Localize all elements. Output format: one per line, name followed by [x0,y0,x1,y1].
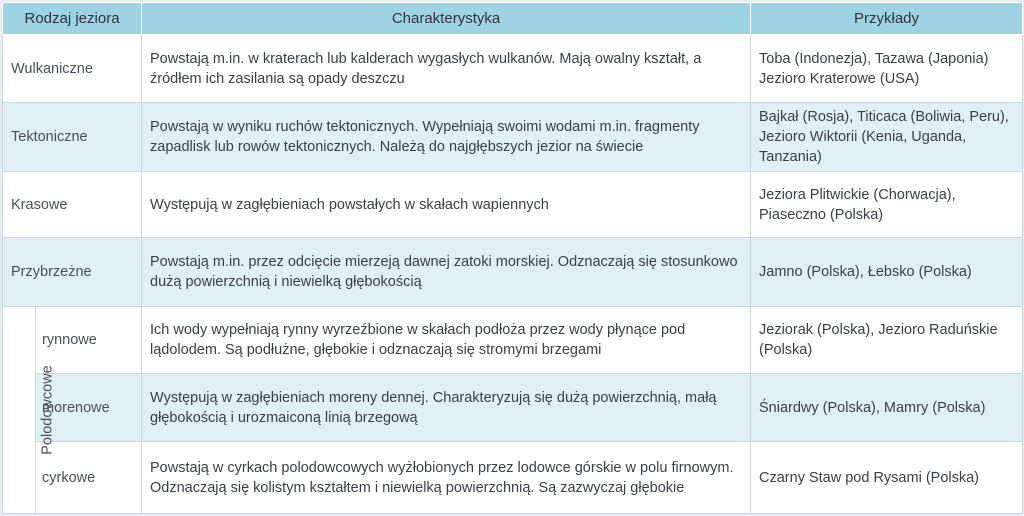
lake-type-cell: Krasowe [3,172,142,238]
characteristics-cell: Występują w zagłębieniach powstałych w skałach wapiennych [142,172,751,238]
table-row-glacial-cirque [3,442,1023,514]
examples-cell: Toba (Indonezja), Tazawa (Japonia) Jezioro Kraterowe (USA) [751,35,1023,103]
examples-cell: Jeziora Plitwickie (Chorwacja), Piaseczno (Polska) [751,172,1023,238]
characteristics-cell: Występują w zagłębieniach moreny dennej. Charakteryzują się dużą powierzchnią, małą głębokością i urozmaiconą linią brzegową [142,374,751,442]
characteristics-cell: Powstają m.in. w kraterach lub kalderach wygasłych wulkanów. Mają owalny kształt, a źródłem ich zasilania są opady deszczu [142,35,751,103]
examples-cell: Śniardwy (Polska), Mamry (Polska) [751,374,1023,442]
table-row-glacial-moraine [3,374,1023,442]
table-row-glacial-ribbon [3,307,1023,374]
characteristics-cell: Powstają w wyniku ruchów tektonicznych. Wypełniają swoimi wodami m.in. fragmenty zapadlisk lub rowów tektonicznych. Należą do najgłębszych jezior na świecie [142,103,751,172]
table-row-tectonic [3,103,1023,172]
lake-types-table [2,2,1023,514]
characteristics-cell: Powstają w cyrkach polodowcowych wyżłobionych przez lodowce górskie w polu firnowym. Odznaczają się kolistym kształtem i niewielką powierzchnią. Są zazwyczaj głębokie [142,442,751,514]
glacial-group-cell [3,307,56,514]
lake-subtype-cell: morenowe [36,374,142,442]
header-examples: Przykłady [751,3,1023,35]
characteristics-cell: Ich wody wypełniają rynny wyrzeźbione w skałach podłoża przez wody płynące pod lądolodem. Są podłużne, głębokie i odznaczają się stromymi brzegami [142,307,751,374]
table-header-row [3,3,1023,35]
examples-cell: Jamno (Polska), Łebsko (Polska) [751,238,1023,307]
examples-cell: Bajkał (Rosja), Titicaca (Boliwia, Peru), Jezioro Wiktorii (Kenia, Uganda, Tanzania) [751,103,1023,172]
table-row-karst [3,172,1023,238]
header-characteristics: Charakterystyka [142,3,751,35]
lake-subtype-cell: cyrkowe [36,442,142,514]
glacial-group-label: Polodowcowe [39,365,56,455]
lake-subtype-cell: rynnowe [36,307,142,374]
lake-type-cell: Tektoniczne [3,103,142,172]
lake-types-table-container [2,2,1022,514]
characteristics-cell: Powstają m.in. przez odcięcie mierzeją dawnej zatoki morskiej. Odznaczają się stosunkowo dużą powierzchnią i niewielką głębokością [142,238,751,307]
lake-type-cell: Wulkaniczne [3,35,142,103]
lake-type-cell: Przybrzeżne [3,238,142,307]
table-row-coastal [3,238,1023,307]
header-lake-type: Rodzaj jeziora [3,3,142,35]
table-row-volcanic [3,35,1023,103]
examples-cell: Jeziorak (Polska), Jezioro Raduńskie (Polska) [751,307,1023,374]
examples-cell: Czarny Staw pod Rysami (Polska) [751,442,1023,514]
